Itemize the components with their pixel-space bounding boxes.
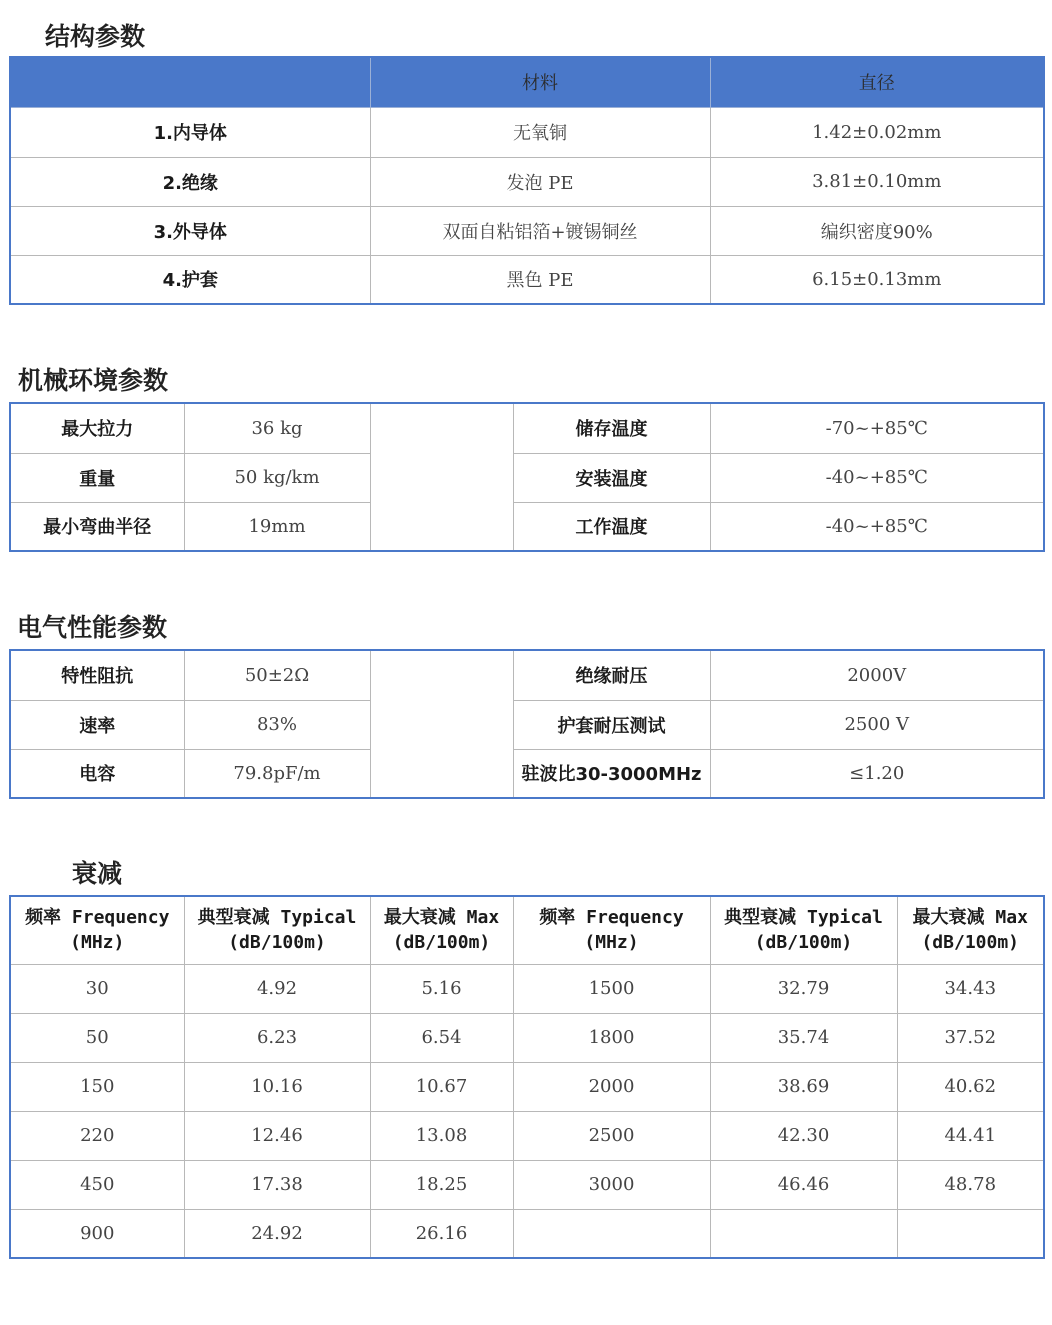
table-row <box>10 453 1044 502</box>
att-cell: 3000 <box>513 1160 710 1209</box>
att-cell: 2000 <box>513 1062 710 1111</box>
att-cell: 18.25 <box>370 1160 513 1209</box>
att-cell: 6.54 <box>370 1013 513 1062</box>
att-cell: 10.16 <box>184 1062 370 1111</box>
att-header-typical-2: 典型衰减 Typical (dB/100m) <box>710 896 897 964</box>
table-row <box>10 964 1044 1013</box>
att-cell: 34.43 <box>897 964 1044 1013</box>
mech-value-min-bend-radius: 19mm <box>184 502 370 551</box>
elec-label-impedance: 特性阻抗 <box>10 650 184 700</box>
att-header-max-2: 最大衰减 Max (dB/100m) <box>897 896 1044 964</box>
structure-diameter-jacket: 6.15±0.13mm <box>710 255 1044 304</box>
att-cell <box>897 1209 1044 1258</box>
attenuation-table <box>9 895 1045 1259</box>
elec-spacer <box>370 650 513 798</box>
att-cell: 38.69 <box>710 1062 897 1111</box>
att-cell: 1800 <box>513 1013 710 1062</box>
attenuation-header-row <box>10 896 1044 964</box>
att-cell: 13.08 <box>370 1111 513 1160</box>
structure-diameter-insulation: 3.81±0.10mm <box>710 157 1044 206</box>
section-title-electrical: 电气性能参数 <box>17 613 168 642</box>
elec-value-jacket-voltage-test: 2500 V <box>710 700 1044 749</box>
elec-label-insulation-voltage: 绝缘耐压 <box>513 650 710 700</box>
table-row <box>10 1062 1044 1111</box>
section-title-attenuation: 衰减 <box>72 859 123 888</box>
table-row <box>10 502 1044 551</box>
att-header-typical-1: 典型衰减 Typical (dB/100m) <box>184 896 370 964</box>
mech-spacer <box>370 403 513 551</box>
elec-label-capacitance: 电容 <box>10 749 184 798</box>
att-cell: 50 <box>10 1013 184 1062</box>
att-cell: 37.52 <box>897 1013 1044 1062</box>
att-cell: 40.62 <box>897 1062 1044 1111</box>
structure-table <box>9 56 1045 305</box>
structure-header-diameter: 直径 <box>710 57 1044 107</box>
att-cell: 220 <box>10 1111 184 1160</box>
structure-material-outer-conductor: 双面自粘铝箔+镀锡铜丝 <box>370 206 710 255</box>
att-cell: 2500 <box>513 1111 710 1160</box>
structure-label-jacket: 4.护套 <box>10 255 370 304</box>
att-cell: 10.67 <box>370 1062 513 1111</box>
structure-header-material: 材料 <box>370 57 710 107</box>
table-row <box>10 255 1044 304</box>
att-cell <box>513 1209 710 1258</box>
att-cell: 5.16 <box>370 964 513 1013</box>
structure-header-blank <box>10 57 370 107</box>
mech-label-install-temp: 安装温度 <box>513 453 710 502</box>
structure-label-outer-conductor: 3.外导体 <box>10 206 370 255</box>
att-cell: 6.23 <box>184 1013 370 1062</box>
att-cell: 44.41 <box>897 1111 1044 1160</box>
structure-material-inner-conductor: 无氧铜 <box>370 107 710 157</box>
elec-value-impedance: 50±2Ω <box>184 650 370 700</box>
elec-label-vswr: 驻波比30-3000MHz <box>513 749 710 798</box>
table-row <box>10 1111 1044 1160</box>
elec-label-jacket-voltage-test: 护套耐压测试 <box>513 700 710 749</box>
table-row <box>10 1209 1044 1258</box>
table-row <box>10 749 1044 798</box>
structure-header-row <box>10 57 1044 107</box>
table-row <box>10 206 1044 255</box>
mech-value-max-tension: 36 kg <box>184 403 370 453</box>
table-row <box>10 1013 1044 1062</box>
structure-label-inner-conductor: 1.内导体 <box>10 107 370 157</box>
att-cell: 32.79 <box>710 964 897 1013</box>
att-cell: 48.78 <box>897 1160 1044 1209</box>
att-cell: 4.92 <box>184 964 370 1013</box>
att-cell: 30 <box>10 964 184 1013</box>
elec-value-velocity: 83% <box>184 700 370 749</box>
mechanical-table <box>9 402 1045 552</box>
table-row <box>10 403 1044 453</box>
mech-label-min-bend-radius: 最小弯曲半径 <box>10 502 184 551</box>
elec-label-velocity: 速率 <box>10 700 184 749</box>
mech-label-weight: 重量 <box>10 453 184 502</box>
mech-label-storage-temp: 储存温度 <box>513 403 710 453</box>
structure-label-insulation: 2.绝缘 <box>10 157 370 206</box>
table-row <box>10 650 1044 700</box>
mech-value-storage-temp: -70~+85℃ <box>710 403 1044 453</box>
att-cell: 26.16 <box>370 1209 513 1258</box>
att-cell: 35.74 <box>710 1013 897 1062</box>
structure-material-jacket: 黑色 PE <box>370 255 710 304</box>
table-row <box>10 157 1044 206</box>
mech-value-weight: 50 kg/km <box>184 453 370 502</box>
att-cell: 42.30 <box>710 1111 897 1160</box>
att-header-frequency-1: 频率 Frequency (MHz) <box>10 896 184 964</box>
att-cell: 24.92 <box>184 1209 370 1258</box>
att-cell: 150 <box>10 1062 184 1111</box>
structure-material-insulation: 发泡 PE <box>370 157 710 206</box>
elec-value-capacitance: 79.8pF/m <box>184 749 370 798</box>
table-row <box>10 700 1044 749</box>
structure-diameter-outer-conductor: 编织密度90% <box>710 206 1044 255</box>
att-cell: 12.46 <box>184 1111 370 1160</box>
att-header-max-1: 最大衰减 Max (dB/100m) <box>370 896 513 964</box>
elec-value-vswr: ≤1.20 <box>710 749 1044 798</box>
mech-value-operating-temp: -40~+85℃ <box>710 502 1044 551</box>
section-title-mechanical: 机械环境参数 <box>18 366 169 395</box>
att-cell: 900 <box>10 1209 184 1258</box>
section-title-structure: 结构参数 <box>45 22 146 51</box>
mech-label-operating-temp: 工作温度 <box>513 502 710 551</box>
att-header-frequency-2: 频率 Frequency (MHz) <box>513 896 710 964</box>
att-cell: 450 <box>10 1160 184 1209</box>
mech-label-max-tension: 最大拉力 <box>10 403 184 453</box>
att-cell: 17.38 <box>184 1160 370 1209</box>
elec-value-insulation-voltage: 2000V <box>710 650 1044 700</box>
table-row <box>10 107 1044 157</box>
att-cell <box>710 1209 897 1258</box>
att-cell: 1500 <box>513 964 710 1013</box>
mech-value-install-temp: -40~+85℃ <box>710 453 1044 502</box>
table-row <box>10 1160 1044 1209</box>
att-cell: 46.46 <box>710 1160 897 1209</box>
structure-diameter-inner-conductor: 1.42±0.02mm <box>710 107 1044 157</box>
electrical-table <box>9 649 1045 799</box>
